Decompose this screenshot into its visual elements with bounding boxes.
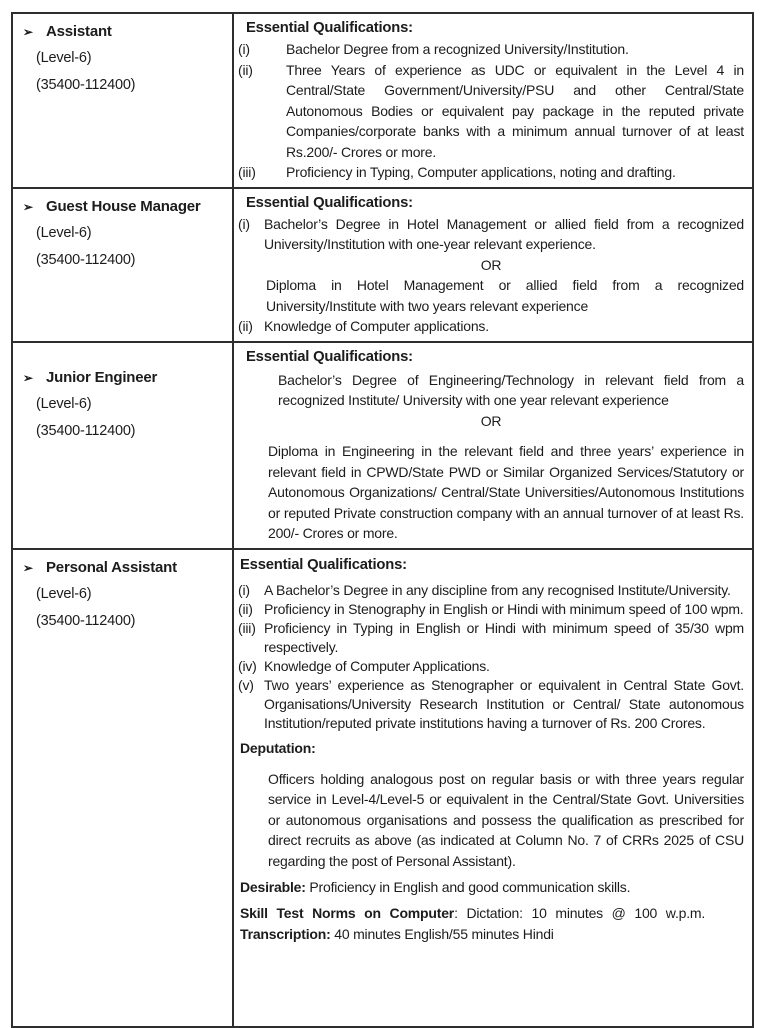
item-text: Bachelor Degree from a recognized University/Institution. <box>286 41 629 57</box>
skill-test-label: Skill Test Norms on Computer <box>240 905 455 921</box>
skill-test-line <box>240 903 744 924</box>
desirable-text: Proficiency in English and good communication skills. <box>305 879 631 895</box>
item-text: Knowledge of Computer applications. <box>264 318 489 334</box>
post-cell-personal-assistant <box>12 549 233 1027</box>
post-pay-scale: (35400-112400) <box>36 422 136 439</box>
qualifications-cell <box>233 188 753 342</box>
recruitment-qualifications-table <box>11 12 754 1028</box>
item-text: Proficiency in Stenography in English or Hindi with minimum speed of 100 wpm. <box>264 600 744 617</box>
post-level: (Level-6) <box>36 224 92 241</box>
transcription-label: Transcription: <box>240 925 331 942</box>
qualification-item <box>238 657 744 676</box>
qualification-paragraph: Diploma in Engineering in the relevant field and three years’ experience in relevant field in CPWD/State PWD or Similar Organized Services/Statutory or Autonomous Organizations/ Central/State Universities/Autonomous Institutions or reputed Private construction company with an annual turnover of at least Rs. 200/- Crores or more. <box>268 443 744 541</box>
item-number: (i) <box>238 581 250 598</box>
qualifications-cell <box>233 342 753 549</box>
table-row <box>12 342 753 549</box>
post-title: Junior Engineer <box>46 368 158 386</box>
post-level: (Level-6) <box>36 585 92 602</box>
deputation-paragraph: Officers holding analogous post on regular basis or with three years regular service in Level-4/Level-5 or equivalent in the Central/State Govt. Universities or autonomous organisations and possess the qualification as prescribed for direct recruits as above (as indicated at Column No. 7 of CRRs 2025 of CSU regarding the post of Personal Assistant). <box>268 770 744 869</box>
arrow-bullet-icon: ➢ <box>23 370 33 385</box>
item-text: Three Years of experience as UDC or equivalent in the Level 4 in Central/State Government/University/PSU and other Central/State Autonomous Bodies or equivalent pay package in the reputed private Companies/corporate banks with a minimum annual turnover of at least Rs.200/- Crores or more. <box>286 61 744 160</box>
post-pay-scale: (35400-112400) <box>36 612 136 629</box>
essential-qualifications-heading: Essential Qualifications: <box>246 20 413 36</box>
item-text: Bachelor’s Degree in Hotel Management or allied field from a recognized University/Institution with one-year relevant experience. <box>264 215 744 252</box>
qualification-paragraph: Bachelor’s Degree of Engineering/Technology in relevant field from a recognized Institute/ University with one year relevant experience <box>278 371 744 408</box>
post-cell-junior-engineer <box>12 342 233 549</box>
post-title: Guest House Manager <box>46 197 201 215</box>
item-text: Knowledge of Computer Applications. <box>264 657 490 674</box>
essential-qualifications-heading: Essential Qualifications: <box>240 556 407 573</box>
deputation-heading: Deputation: <box>240 739 316 756</box>
recruitment-notice-page <box>11 12 752 1028</box>
post-title-row <box>23 194 226 220</box>
skill-test-norms <box>238 903 744 944</box>
qualification-item <box>238 214 744 255</box>
item-number: (iii) <box>238 164 256 180</box>
qualification-item <box>238 60 744 163</box>
qualification-item <box>238 676 744 733</box>
item-text: A Bachelor’s Degree in any discipline from any recognised Institute/University. <box>264 581 731 598</box>
item-number: (i) <box>238 215 250 232</box>
post-level: (Level-6) <box>36 50 92 66</box>
item-text: Proficiency in Typing, Computer applications, noting and drafting. <box>286 164 676 180</box>
post-title: Personal Assistant <box>46 558 177 576</box>
post-title: Assistant <box>46 23 112 40</box>
transcription-line <box>240 924 744 945</box>
post-pay-scale: (35400-112400) <box>36 77 136 93</box>
qualification-item <box>238 600 744 619</box>
item-number: (v) <box>238 676 254 693</box>
item-number: (ii) <box>238 318 253 334</box>
desirable-label: Desirable: <box>240 879 306 895</box>
item-text: Proficiency in Typing in English or Hindi with minimum speed of 35/30 wpm respectively. <box>264 619 744 655</box>
table-row <box>12 549 753 1027</box>
qualification-item <box>238 619 744 657</box>
item-number: (ii) <box>238 61 253 78</box>
post-pay-scale: (35400-112400) <box>36 251 136 268</box>
qualification-paragraph: Diploma in Hotel Management or allied field from a recognized University/Institute with two years relevant experience <box>266 277 744 314</box>
post-level: (Level-6) <box>36 395 92 412</box>
table-row <box>12 13 753 188</box>
arrow-bullet-icon: ➢ <box>23 25 33 39</box>
qualification-item <box>238 316 744 337</box>
post-title-row <box>23 555 226 581</box>
item-text: Two years’ experience as Stenographer or equivalent in Central State Govt. Organisations/University Research Institution or Central/ State autonomous Institution/reputed private institutions having a turnover of Rs. 200 Crores. <box>264 676 744 731</box>
qualification-item <box>238 39 744 60</box>
desirable-line <box>238 878 744 897</box>
arrow-bullet-icon: ➢ <box>23 560 33 575</box>
skill-test-text: : Dictation: 10 minutes @ 100 w.p.m. <box>454 905 706 921</box>
arrow-bullet-icon: ➢ <box>23 199 33 214</box>
post-title-row <box>23 365 226 391</box>
post-title-row <box>23 19 226 45</box>
item-number: (ii) <box>238 600 253 617</box>
qualification-item <box>238 162 744 183</box>
or-separator: OR <box>480 412 502 429</box>
qualification-item <box>238 581 744 600</box>
table-row <box>12 188 753 342</box>
qualifications-cell <box>233 549 753 1027</box>
item-number: (iv) <box>238 657 257 674</box>
post-cell-assistant <box>12 13 233 188</box>
item-number: (iii) <box>238 619 256 636</box>
or-separator: OR <box>480 256 502 273</box>
essential-qualifications-heading: Essential Qualifications: <box>246 348 413 365</box>
qualifications-cell <box>233 13 753 188</box>
item-number: (i) <box>238 41 250 57</box>
post-cell-guest-house-manager <box>12 188 233 342</box>
transcription-text: 40 minutes English/55 minutes Hindi <box>330 925 554 942</box>
essential-qualifications-heading: Essential Qualifications: <box>246 194 413 211</box>
